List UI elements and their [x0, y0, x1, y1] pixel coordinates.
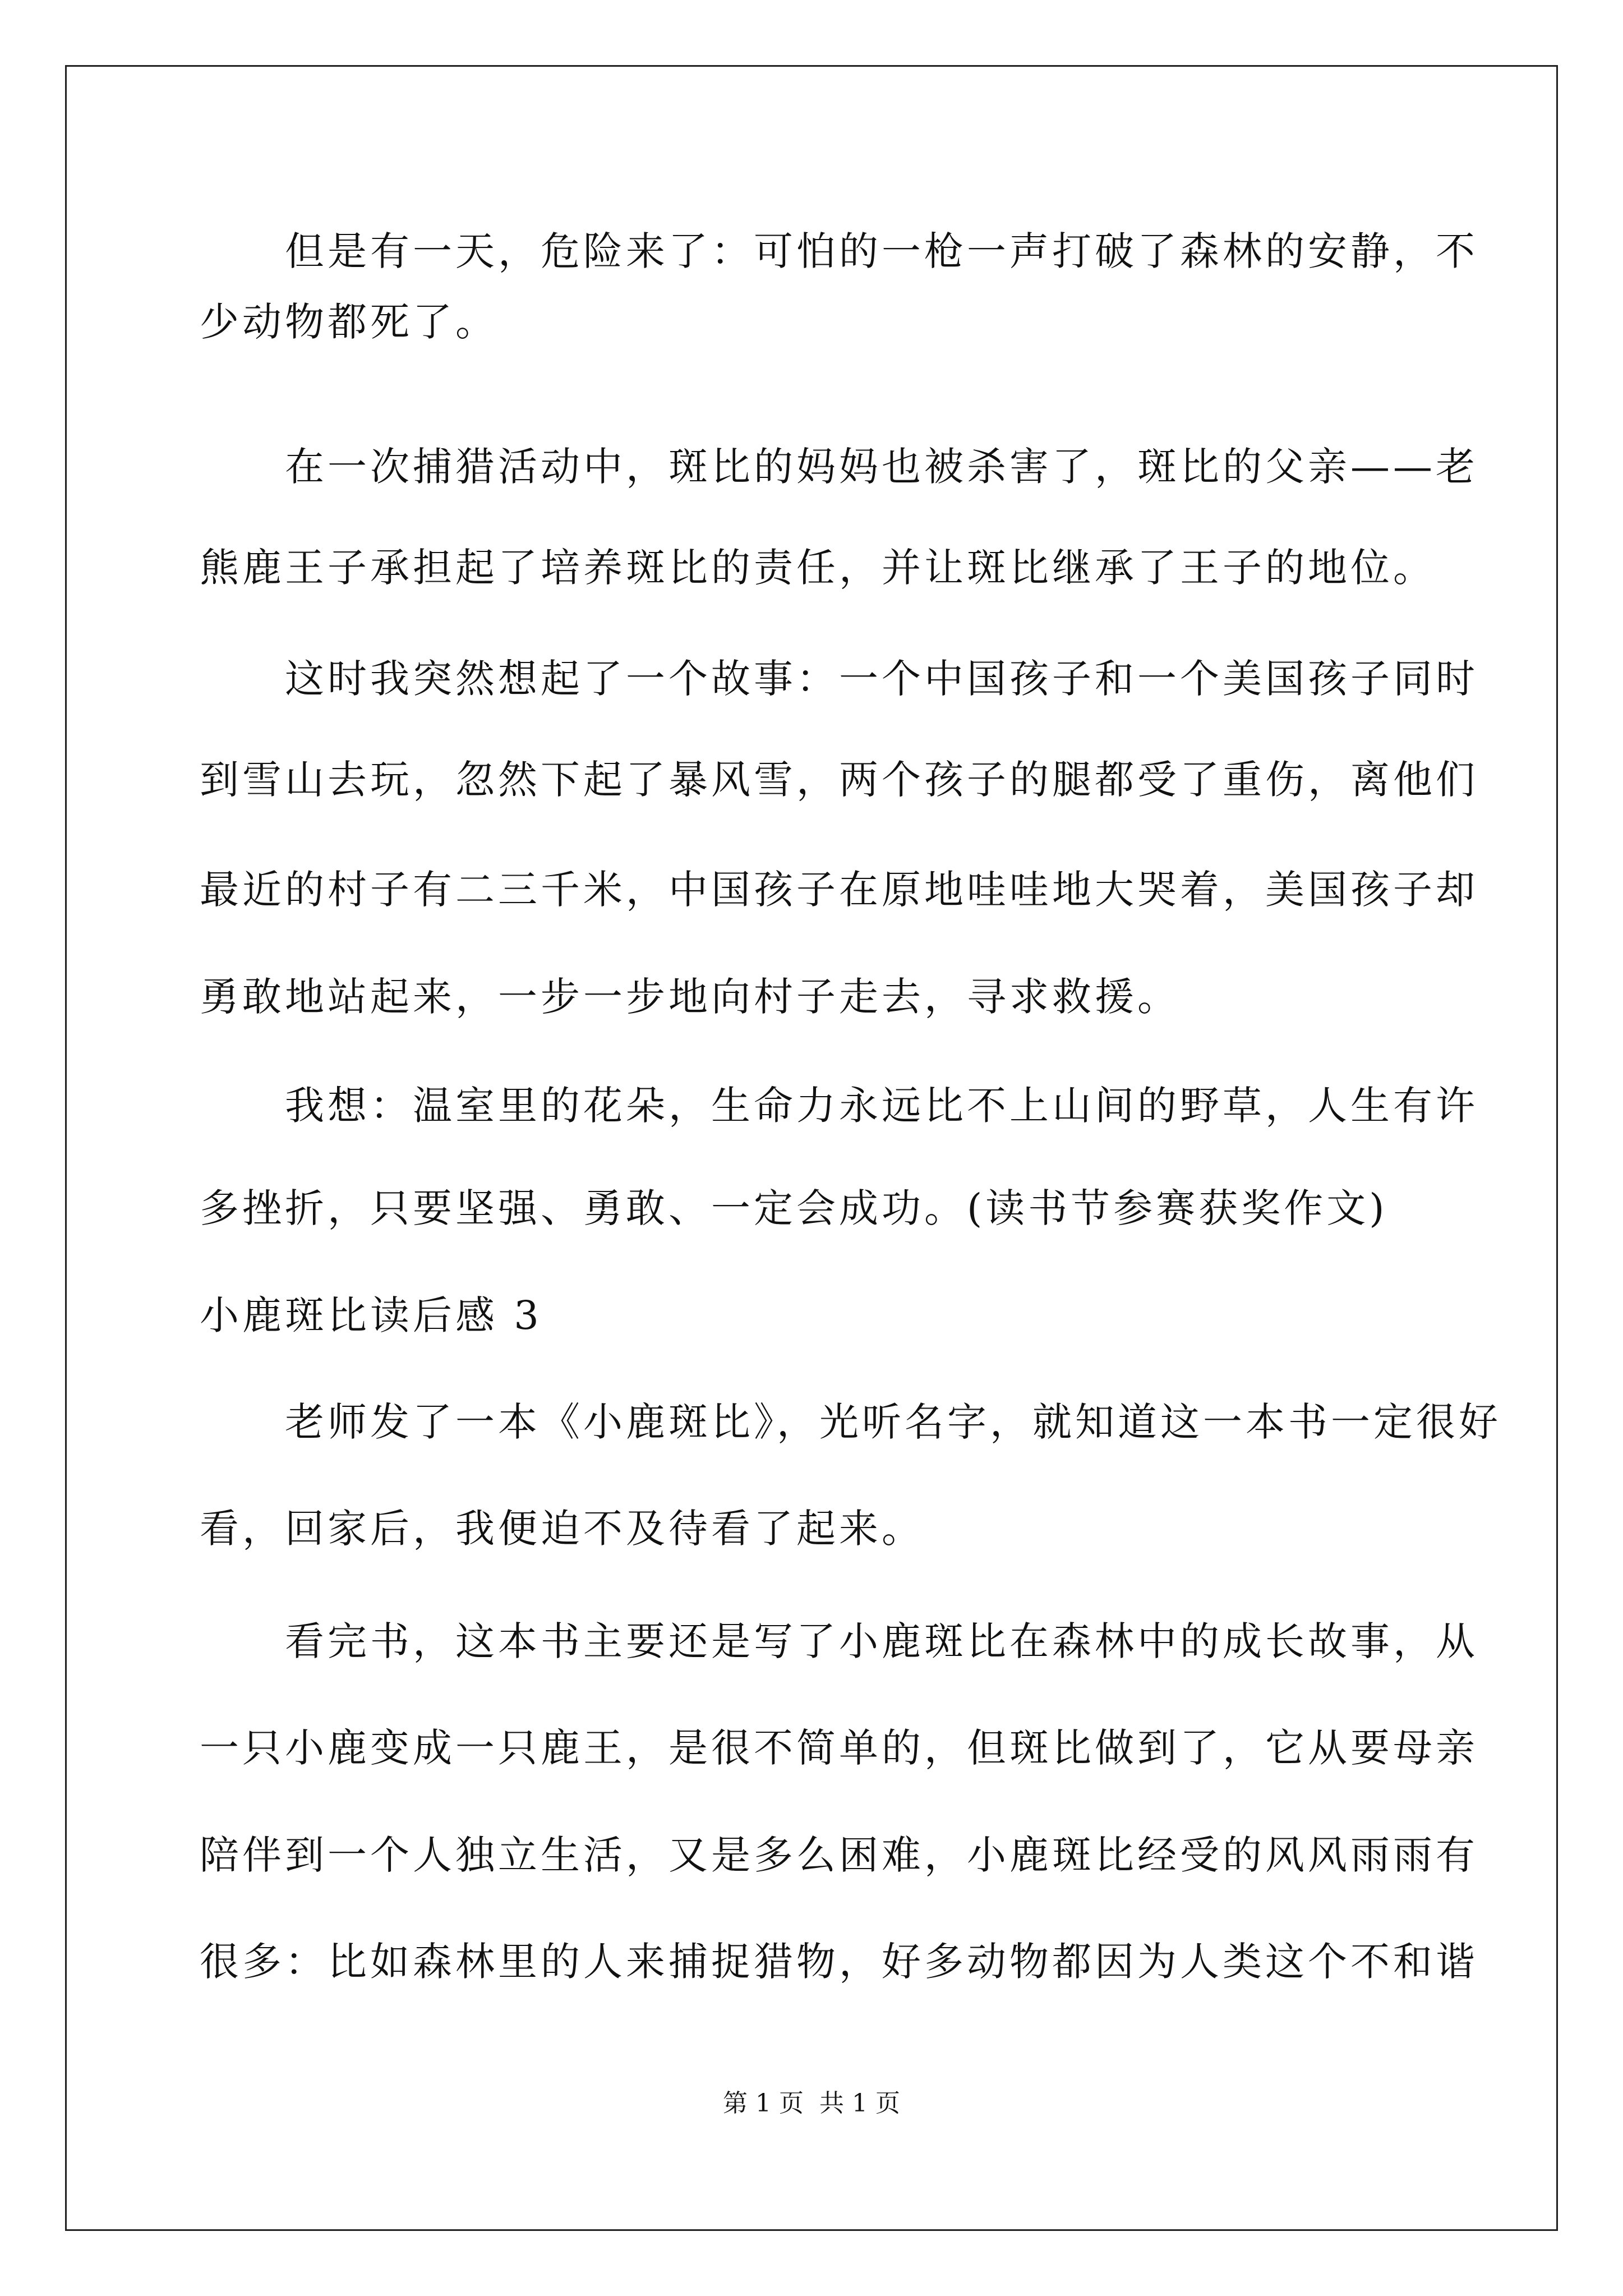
- text-line-5: 这时我突然想起了一个故事：一个中国孩子和一个美国孩子同时: [200, 656, 1478, 702]
- text-line-12: 老师发了一本《小鹿斑比》，光听名字，就知道这一本书一定很好: [200, 1399, 1501, 1445]
- section-heading: 小鹿斑比读后感 3: [200, 1292, 542, 1338]
- text-line-13: 看，回家后，我便迫不及待看了起来。: [200, 1506, 924, 1552]
- text-line-3: 在一次捕猎活动中，斑比的妈妈也被杀害了，斑比的父亲——老: [200, 444, 1478, 490]
- text-line-17: 很多：比如森林里的人来捕捉猎物，好多动物都因为人类这个不和谐: [200, 1939, 1478, 1985]
- text-line-7: 最近的村子有二三千米，中国孩子在原地哇哇地大哭着，美国孩子却: [200, 867, 1478, 913]
- page-total: 共 1 页: [819, 2089, 900, 2118]
- page-number: 第 1 页: [723, 2089, 804, 2118]
- text-line-6: 到雪山去玩，忽然下起了暴风雪，两个孩子的腿都受了重伤，离他们: [200, 757, 1478, 803]
- text-line-9: 我想：温室里的花朵，生命力永远比不上山间的野草，人生有许: [200, 1083, 1478, 1129]
- text-line-4: 熊鹿王子承担起了培养斑比的责任，并让斑比继承了王子的地位。: [200, 545, 1436, 591]
- page-border: [65, 65, 1558, 2231]
- text-line-14: 看完书，这本书主要还是写了小鹿斑比在森林中的成长故事，从: [200, 1618, 1478, 1664]
- text-line-1: 但是有一天，危险来了：可怕的一枪一声打破了森林的安静，不: [200, 228, 1478, 274]
- text-line-10: 多挫折，只要坚强、勇敢、一定会成功。(读书节参赛获奖作文): [200, 1185, 1388, 1231]
- page-footer: [0, 2087, 1623, 2120]
- text-line-16: 陪伴到一个人独立生活，又是多么困难，小鹿斑比经受的风风雨雨有: [200, 1832, 1478, 1878]
- text-line-8: 勇敢地站起来，一步一步地向村子走去，寻求救援。: [200, 974, 1180, 1020]
- text-line-15: 一只小鹿变成一只鹿王，是很不简单的，但斑比做到了，它从要母亲: [200, 1725, 1478, 1771]
- text-line-2: 少动物都死了。: [200, 299, 498, 345]
